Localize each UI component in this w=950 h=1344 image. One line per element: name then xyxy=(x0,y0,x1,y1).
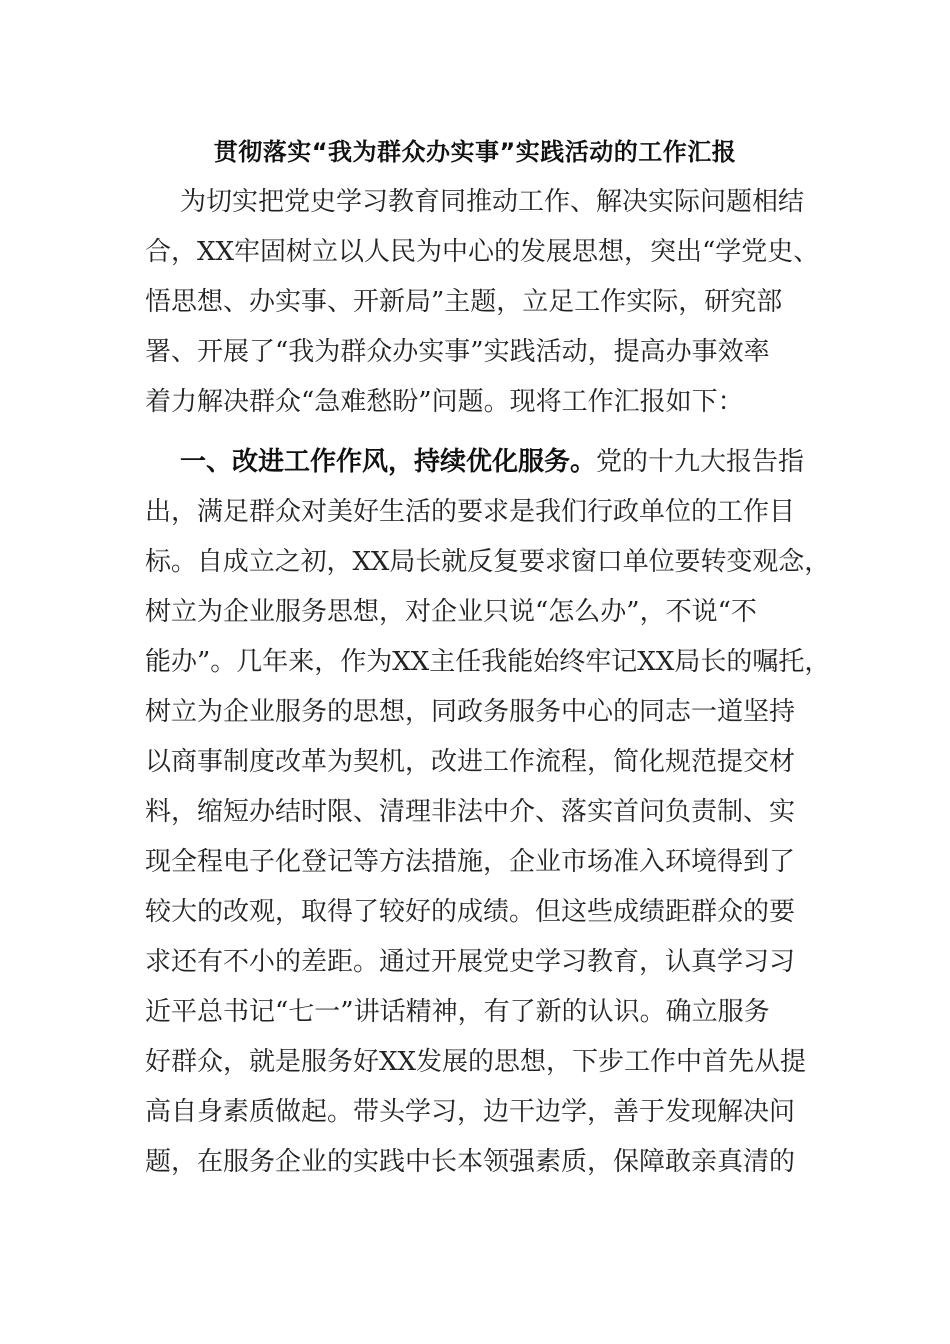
section1-line: 高自身素质做起。带头学习，边干边学，善于发现解决问 xyxy=(145,1097,796,1127)
section1-line: 较大的改观，取得了较好的成绩。但这些成绩距群众的要 xyxy=(145,897,796,927)
section1-line: 标。自成立之初，XX局长就反复要求窗口单位要转变观念， xyxy=(145,547,831,577)
section1-line: 求还有不小的差距。通过开展党史学习教育，认真学习习 xyxy=(145,947,796,977)
intro-line: 为切实把党史学习教育同推动工作、解决实际问题相结 xyxy=(180,187,805,217)
section1-line: 题，在服务企业的实践中长本领强素质，保障敢亲真清的 xyxy=(145,1147,796,1177)
section1-line: 料，缩短办结时限、清理非法中介、落实首问负责制、实 xyxy=(145,797,796,827)
intro-line: 署、开展了“我为群众办实事”实践活动，提高办事效率 xyxy=(145,337,770,367)
intro-line: 着力解决群众“急难愁盼”问题。现将工作汇报如下： xyxy=(145,387,744,417)
section1-first-line xyxy=(180,442,804,482)
section1-line: 现全程电子化登记等方法措施，企业市场准入环境得到了 xyxy=(145,847,796,877)
section1-line: 近平总书记“七一”讲话精神，有了新的认识。确立服务 xyxy=(145,997,770,1027)
document-title: 贯彻落实“我为群众办实事”实践活动的工作汇报 xyxy=(213,138,737,166)
intro-line: 合，XX牢固树立以人民为中心的发展思想，突出“学党史、 xyxy=(145,237,820,267)
section1-line: 好群众，就是服务好XX发展的思想，下步工作中首先从提 xyxy=(145,1047,807,1077)
section1-line: 树立为企业服务的思想，同政务服务中心的同志一道坚持 xyxy=(145,697,796,727)
section1-line: 出，满足群众对美好生活的要求是我们行政单位的工作目 xyxy=(145,497,796,527)
section1-line: 能办”。几年来，作为XX主任我能始终牢记XX局长的嘱托， xyxy=(145,647,831,677)
section1-line: 树立为企业服务思想，对企业只说“怎么办”，不说“不 xyxy=(145,597,757,627)
section1-line: 以商事制度改革为契机，改进工作流程，简化规范提交材 xyxy=(145,747,796,777)
intro-line: 悟思想、办实事、开新局”主题，立足工作实际，研究部 xyxy=(145,287,783,317)
section1-first-line-text: 党的十九大报告指 xyxy=(596,447,805,477)
section1-heading: 一、改进工作作风，持续优化服务。 xyxy=(180,447,597,477)
